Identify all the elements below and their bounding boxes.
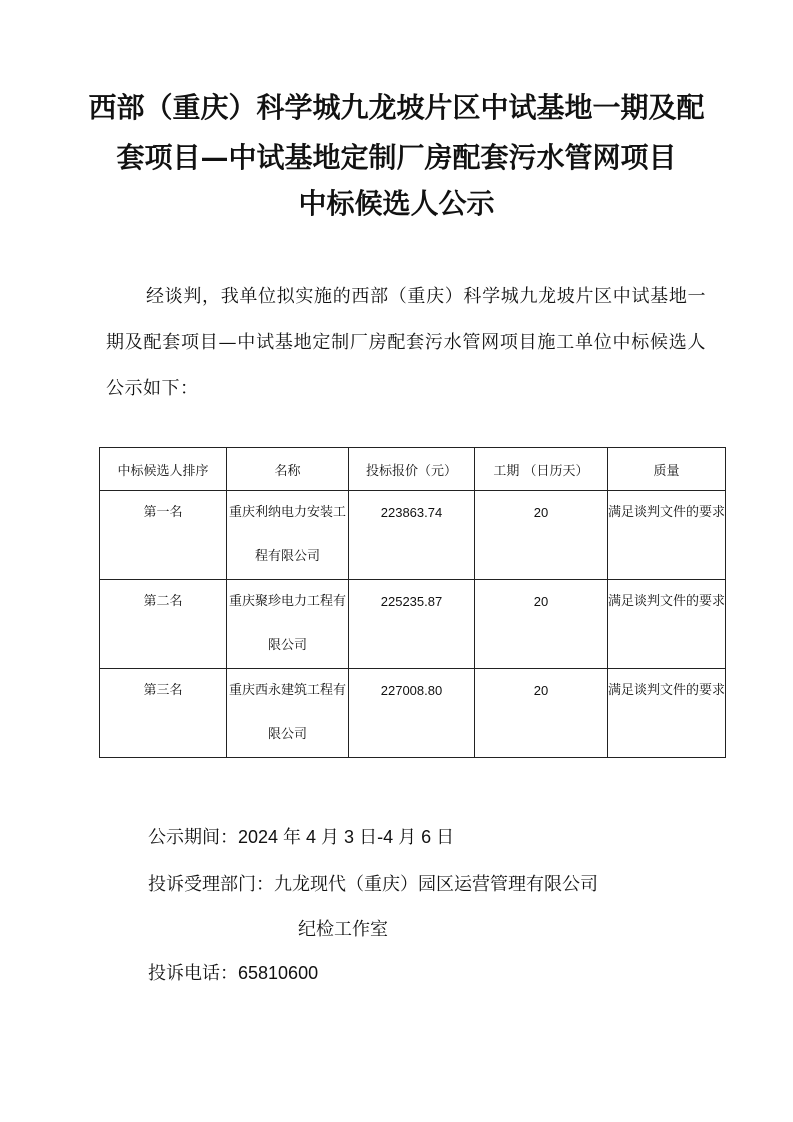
publicity-period-label: 公示期间：	[148, 827, 238, 848]
price-cell: 225235.87	[349, 580, 475, 669]
complaint-department-sub: 纪检工作室	[298, 919, 388, 940]
quality-cell: 满足谈判文件的要求	[608, 491, 726, 580]
table-row	[100, 580, 726, 669]
duration-cell: 20	[475, 669, 608, 758]
name-cell: 重庆聚珍电力工程有限公司	[227, 580, 349, 669]
header-name: 名称	[227, 448, 349, 491]
complaint-department-value: 九龙现代（重庆）园区运营管理有限公司	[274, 874, 598, 895]
rank-cell: 第一名	[100, 491, 227, 580]
document-title-line-2: 套项目—中试基地定制厂房配套污水管网项目	[116, 141, 677, 174]
quality-cell: 满足谈判文件的要求	[608, 669, 726, 758]
table-header-row	[100, 448, 726, 491]
quality-cell: 满足谈判文件的要求	[608, 580, 726, 669]
table-row	[100, 491, 726, 580]
intro-paragraph: 经谈判，我单位拟实施的西部（重庆）科学城九龙坡片区中试基地一期及配套项目—中试基地定制厂房配套污水管网项目施工单位中标候选人公示如下：	[106, 286, 706, 399]
header-rank: 中标候选人排序	[100, 448, 227, 491]
name-cell: 重庆西永建筑工程有限公司	[227, 669, 349, 758]
complaint-phone-label: 投诉电话：	[148, 963, 238, 984]
price-cell: 227008.80	[349, 669, 475, 758]
header-duration: 工期 （日历天）	[475, 448, 608, 491]
complaint-department-label: 投诉受理部门：	[148, 874, 274, 895]
document-title-line-3: 中标候选人公示	[298, 187, 495, 220]
document-title-line-1: 西部（重庆）科学城九龙坡片区中试基地一期及配	[88, 91, 705, 124]
complaint-phone	[148, 958, 318, 989]
header-quality: 质量	[608, 448, 726, 491]
publicity-period	[148, 822, 454, 853]
publicity-period-value: 2024 年 4 月 3 日-4 月 6 日	[238, 827, 455, 847]
name-cell: 重庆利纳电力安装工程有限公司	[227, 491, 349, 580]
table-row	[100, 669, 726, 758]
price-cell: 223863.74	[349, 491, 475, 580]
duration-cell: 20	[475, 580, 608, 669]
complaint-phone-value: 65810600	[238, 963, 319, 983]
complaint-department	[148, 870, 598, 900]
header-price: 投标报价（元）	[349, 448, 475, 491]
rank-cell: 第三名	[100, 669, 227, 758]
rank-cell: 第二名	[100, 580, 227, 669]
candidate-table	[99, 447, 726, 758]
duration-cell: 20	[475, 491, 608, 580]
